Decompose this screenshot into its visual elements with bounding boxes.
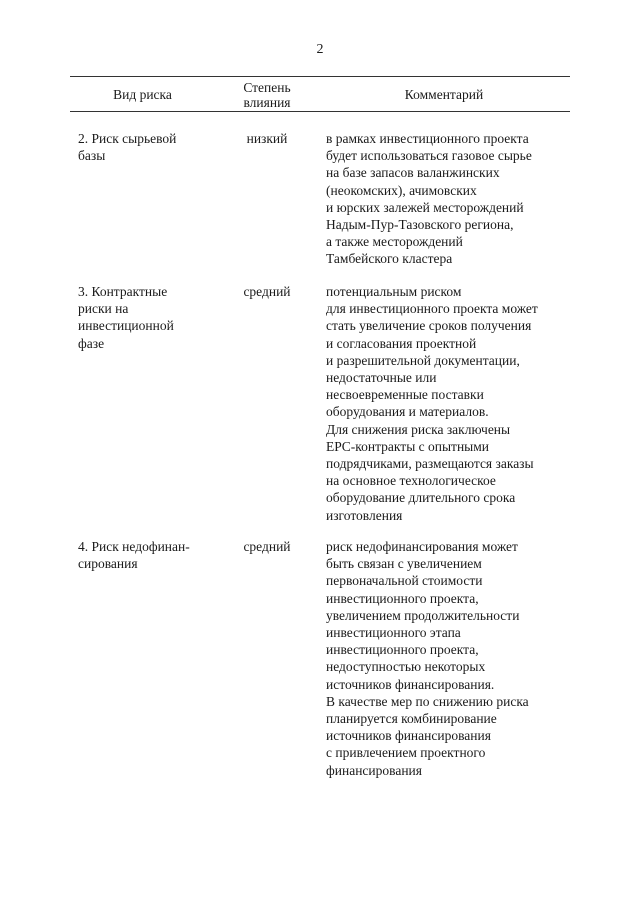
risk-name: 2. Риск сырьевой базы xyxy=(78,131,177,164)
risk-impact: низкий xyxy=(246,131,288,146)
risk-comment: в рамках инвестиционного проекта будет использоваться газовое сырье на базе запасов валанжинских (неокомских), ачимовских и юрских залежей месторождений Надым-Пур-Тазовского региона, а также месторождений Тамбейского кластера xyxy=(326,131,532,267)
risk-name: 3. Контрактные риски на инвестиционной фазе xyxy=(78,284,174,351)
header-risk-type: Вид риска xyxy=(113,87,172,102)
table-top-rule xyxy=(70,76,570,77)
page-number: 2 xyxy=(316,42,324,57)
table-header-rule xyxy=(70,111,570,112)
risk-impact: средний xyxy=(243,539,291,554)
risk-impact: средний xyxy=(243,284,291,299)
header-impact: Степень влияния xyxy=(243,80,291,110)
header-comment: Комментарий xyxy=(404,87,484,102)
risk-comment: потенциальным риском для инвестиционного проекта может стать увеличение сроков получения и согласования проектной и разрешительной документации, недостаточные или несвоевременные поставки оборудования и материалов. Для снижения риска заключены EPC-контракты с опытными подрядчиками, размещаются заказы на основное технологическое оборудование длительного срока изготовления xyxy=(326,284,538,523)
risk-comment: риск недофинансирования может быть связан с увеличением первоначальной стоимости инвестиционного проекта, увеличением продолжительности инвестиционного этапа инвестиционного проекта, недоступностью некоторых источников финансирования. В качестве мер по снижению риска планируется комбинирование источников финансирования с привлечением проектного финансирования xyxy=(326,539,529,778)
risk-name: 4. Риск недофинан- сирования xyxy=(78,539,190,572)
